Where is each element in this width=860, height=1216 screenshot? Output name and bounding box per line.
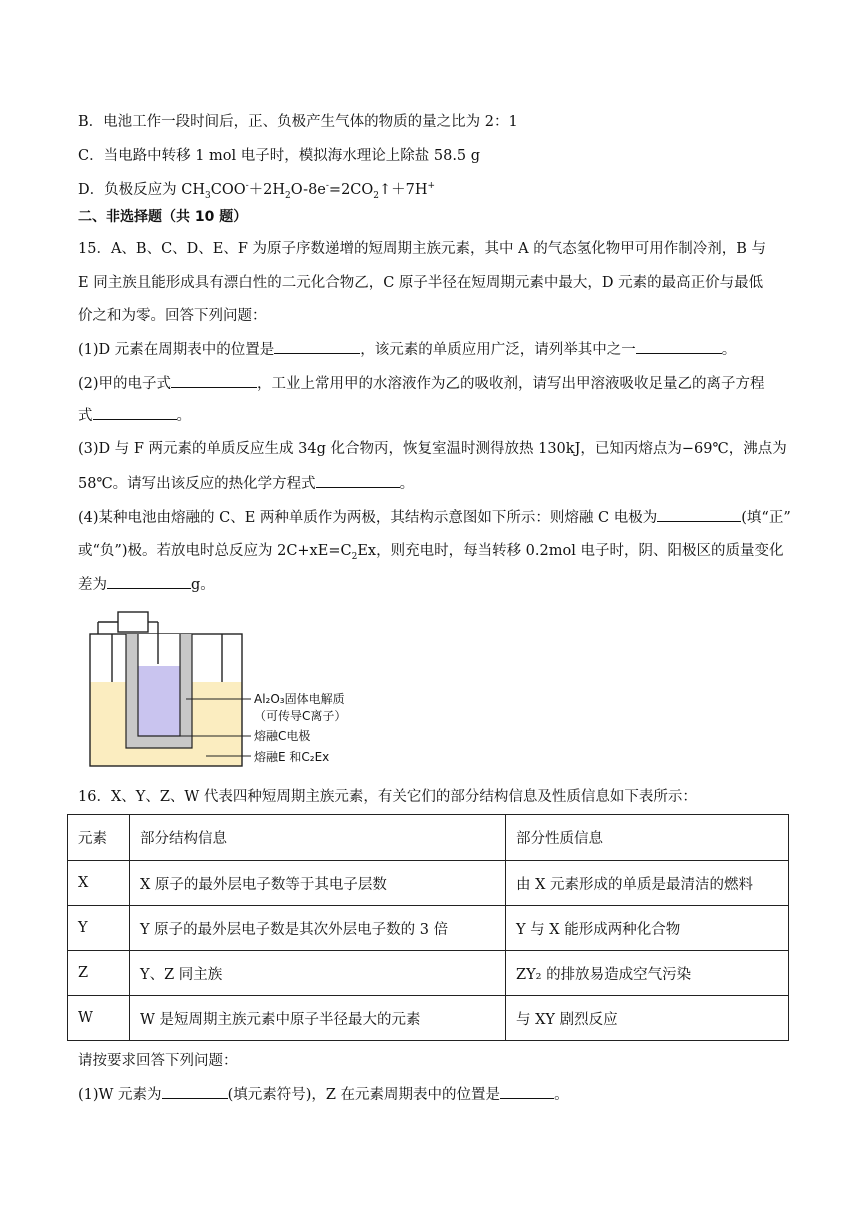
answer-blank[interactable] bbox=[316, 473, 400, 488]
table-row bbox=[68, 861, 789, 906]
header-property: 部分性质信息 bbox=[506, 815, 789, 861]
table-row bbox=[68, 906, 789, 951]
label-c-electrode: 熔融C电极 bbox=[254, 729, 311, 743]
answer-blank[interactable] bbox=[162, 1084, 228, 1099]
q15-part2-cont: 式 。 bbox=[78, 405, 191, 426]
option-d: D．负极反应为 $CH_3COO^-+2H_2O-8e^-=2CO_2↑+7H^+$ bbox=[78, 181, 436, 201]
table-cell: Z bbox=[68, 951, 130, 996]
answer-blank[interactable] bbox=[636, 339, 722, 354]
label-electrolyte: Al₂O₃固体电解质 bbox=[254, 692, 345, 706]
q16-instruction: 请按要求回答下列问题： bbox=[78, 1053, 238, 1069]
table-row bbox=[68, 951, 789, 996]
option-b: B．电池工作一段时间后，正、负极产生气体的物质的量之比为 2：1 bbox=[78, 114, 518, 130]
table-cell: W 是短周期主族元素中原子半径最大的元素 bbox=[130, 996, 506, 1041]
q15-stem-line2: E 同主族且能形成具有漂白性的二元化合物乙，C 原子半径在短周期元素中最大，D 元素的最高正价与最低 bbox=[78, 275, 764, 291]
table-header-row bbox=[68, 815, 789, 861]
table-cell: Y bbox=[68, 906, 130, 951]
label-e-electrode: 熔融E 和C₂Ex bbox=[254, 750, 330, 764]
q15-part4-cont: 或“负”)极。若放电时总反应为 $2C+xE=C_2Ex$，则充电时，每当转移 0.2mol 电子时，阴、阳极区的质量变化 bbox=[78, 543, 784, 562]
table-cell: Y 与 X 能形成两种化合物 bbox=[506, 906, 789, 951]
answer-blank[interactable] bbox=[274, 339, 360, 354]
table-cell: W bbox=[68, 996, 130, 1041]
answer-blank[interactable] bbox=[93, 405, 177, 420]
element-info-table bbox=[67, 814, 789, 1041]
label-electrolyte-note: （可传导C离子） bbox=[254, 709, 347, 723]
table-cell: Y 原子的最外层电子数是其次外层电子数的 3 倍 bbox=[130, 906, 506, 951]
molten-c-electrode bbox=[138, 666, 180, 736]
table-cell: 与 XY 剧烈反应 bbox=[506, 996, 789, 1041]
table-cell: Y、Z 同主族 bbox=[130, 951, 506, 996]
option-c: C．当电路中转移 1 mol 电子时，模拟海水理论上除盐 58.5 g bbox=[78, 148, 481, 164]
q15-stem-line1: 15．A、B、C、D、E、F 为原子序数递增的短周期主族元素，其中 A 的气态氢化物甲可用作制冷剂，B 与 bbox=[78, 241, 767, 257]
q15-part4: (4)某种电池由熔融的 C、E 两种单质作为两极，其结构示意图如下所示：则熔融 C 电极为 (填“正” bbox=[78, 507, 791, 528]
table-row bbox=[68, 996, 789, 1041]
q15-part1: (1)D 元素在周期表中的位置是 ，该元素的单质应用广泛，请列举其中之一 。 bbox=[78, 339, 736, 360]
q15-part3-cont: 58℃。请写出该反应的热化学方程式 。 bbox=[78, 473, 414, 494]
q15-part4-end: 差为 g。 bbox=[78, 574, 215, 595]
table-cell: ZY₂ 的排放易造成空气污染 bbox=[506, 951, 789, 996]
q16-part1: (1)W 元素为 (填元素符号)，Z 在元素周期表中的位置是 。 bbox=[78, 1084, 569, 1105]
q16-intro: 16．X、Y、Z、W 代表四种短周期主族元素，有关它们的部分结构信息及性质信息如下表所示： bbox=[78, 789, 697, 805]
external-load-resistor bbox=[118, 612, 148, 632]
table-cell: X bbox=[68, 861, 130, 906]
table-cell: X 原子的最外层电子数等于其电子层数 bbox=[130, 861, 506, 906]
section-title: 二、非选择题（共 10 题） bbox=[78, 209, 248, 225]
q15-stem-line3: 价之和为零。回答下列问题： bbox=[78, 308, 267, 324]
answer-blank[interactable] bbox=[171, 373, 257, 388]
table-cell: 由 X 元素形成的单质是最清洁的燃料 bbox=[506, 861, 789, 906]
battery-structure-diagram bbox=[86, 604, 386, 772]
answer-blank[interactable] bbox=[107, 574, 191, 589]
header-structure: 部分结构信息 bbox=[130, 815, 506, 861]
answer-blank[interactable] bbox=[657, 507, 741, 522]
answer-blank[interactable] bbox=[500, 1084, 554, 1099]
header-element: 元素 bbox=[68, 815, 130, 861]
q15-part2: (2)甲的电子式 ，工业上常用甲的水溶液作为乙的吸收剂，请写出甲溶液吸收足量乙的离子方程 bbox=[78, 373, 765, 394]
q15-part3: (3)D 与 F 两元素的单质反应生成 34g 化合物丙，恢复室温时测得放热 130kJ，已知丙熔点为−69℃，沸点为 bbox=[78, 441, 787, 457]
